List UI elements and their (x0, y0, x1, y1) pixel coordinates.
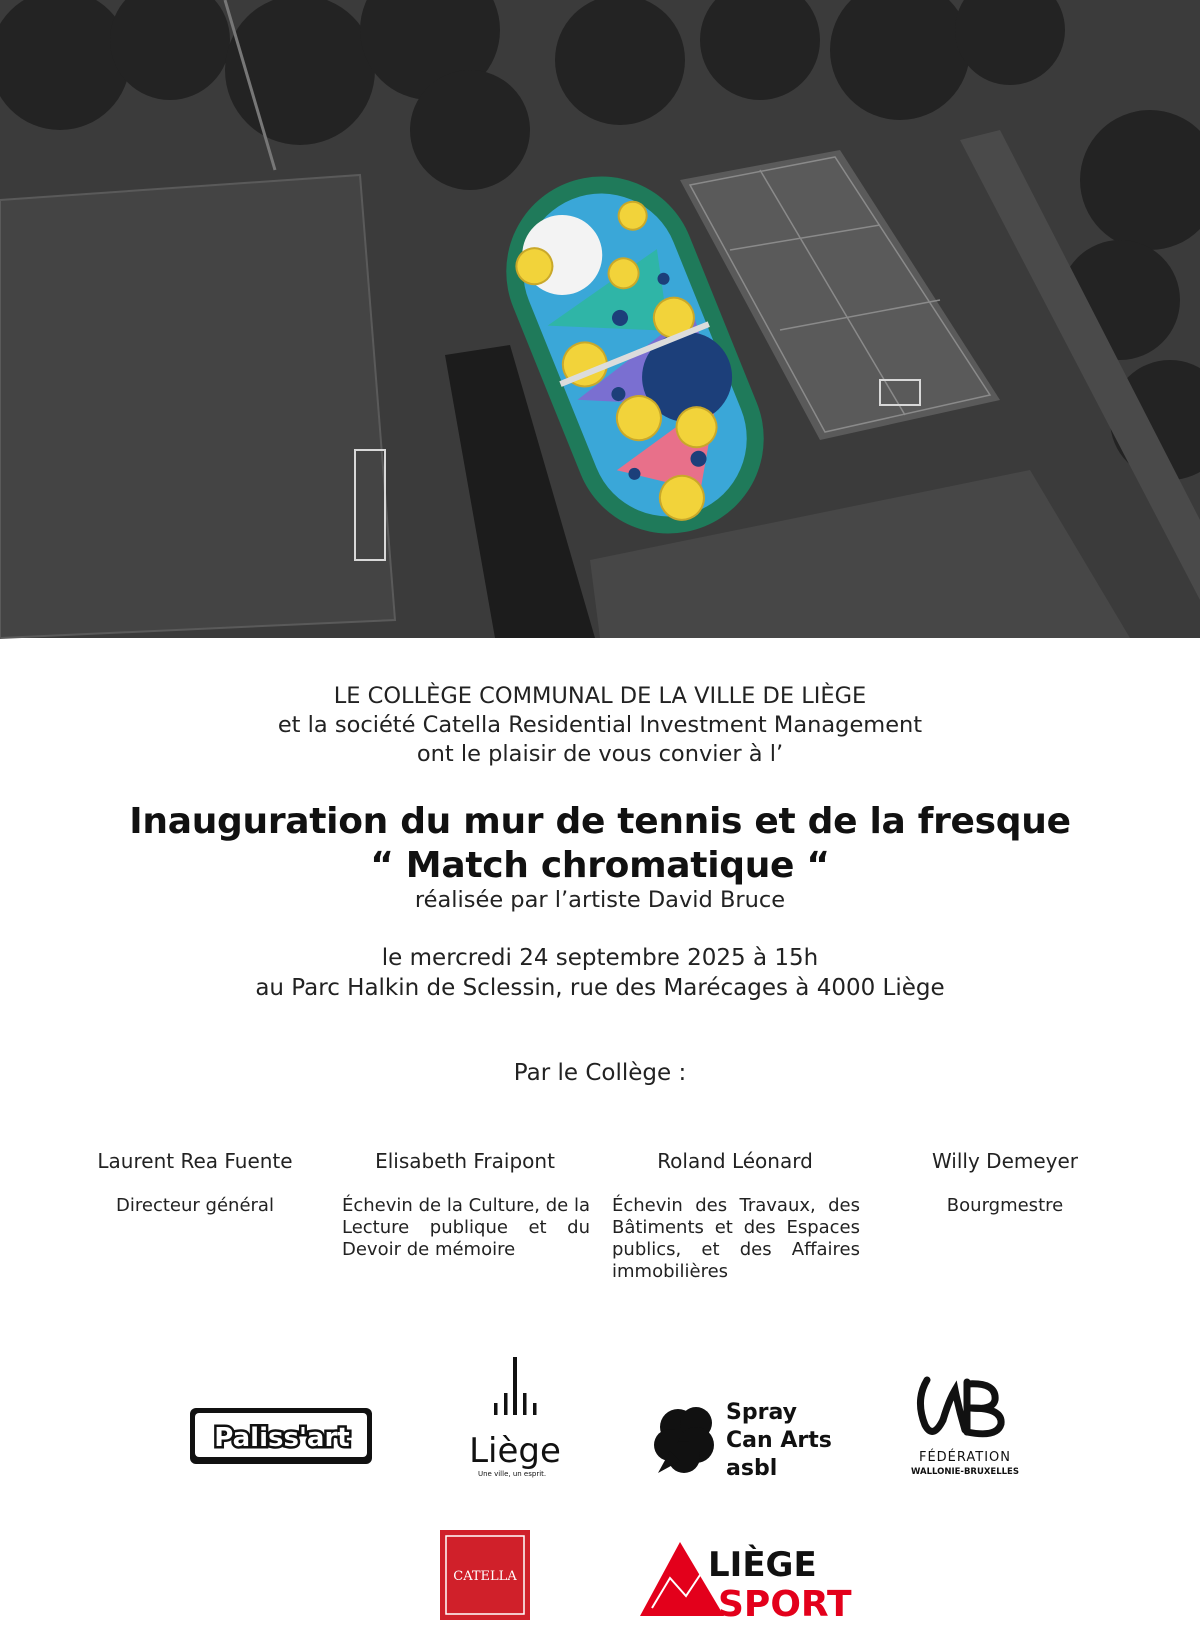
spray-line-2: Can Arts (726, 1428, 832, 1453)
spray-line-1: Spray (726, 1400, 797, 1425)
signer-name-1: Laurent Rea Fuente (97, 1149, 293, 1173)
signer-role-1: Directeur général (116, 1195, 274, 1216)
intro-line-1: LE COLLÈGE COMMUNAL DE LA VILLE DE LIÈGE (333, 683, 867, 709)
event-date: le mercredi 24 septembre 2025 à 15h (381, 945, 819, 971)
event-details (0, 943, 1200, 1003)
liege-city-logo (460, 1355, 570, 1480)
header-photo (0, 0, 1200, 638)
palissart-wordmark: Paliss'art (214, 1423, 350, 1453)
aerial-photo-tennis-court-fresco (0, 0, 1200, 638)
signer-name-2: Elisabeth Fraipont (375, 1149, 555, 1173)
federation-wallonie-bruxelles-logo (905, 1370, 1025, 1480)
signer-name-4: Willy Demeyer (931, 1149, 1079, 1173)
title-line-2: “ Match chromatique “ (370, 845, 830, 886)
intro-line-2: et la société Catella Residential Investment Management (277, 712, 923, 738)
fwb-line-1: FÉDÉRATION (918, 1450, 1012, 1465)
spray-can-arts-logo (648, 1395, 848, 1495)
fwb-line-2: WALLONIE-BRUXELLES (911, 1467, 1019, 1477)
title-line-1: Inauguration du mur de tennis et de la fresque (129, 801, 1071, 842)
palissart-logo (188, 1402, 376, 1470)
liege-sport-line-1: LIÈGE (708, 1545, 817, 1585)
intro-line-3: ont le plaisir de vous convier à l’ (416, 741, 784, 767)
liege-wordmark: Liège (469, 1431, 561, 1471)
liege-sport-logo (640, 1538, 852, 1625)
college-label: Par le Collège : (513, 1060, 687, 1086)
liege-sport-line-2: SPORT (718, 1584, 852, 1625)
signer-role-3: Échevin des Travaux, des Bâtiments et des Espaces publics, et des Affaires immobilières (612, 1195, 860, 1282)
signer-role-2: Échevin de la Culture, de la Lecture publique et du Devoir de mémoire (342, 1195, 590, 1260)
event-title (0, 800, 1200, 888)
catella-logo (440, 1530, 530, 1620)
event-place: au Parc Halkin de Sclessin, rue des Marécages à 4000 Liège (255, 975, 945, 1001)
intro-block (0, 682, 1200, 769)
artist-byline: réalisée par l’artiste David Bruce (414, 887, 786, 913)
signer-role-4: Bourgmestre (946, 1195, 1064, 1216)
catella-wordmark: CATELLA (453, 1569, 517, 1584)
liege-tagline: Une ville, un esprit. (478, 1470, 547, 1478)
wb-monogram-icon (920, 1380, 1001, 1434)
spray-line-3: asbl (726, 1456, 778, 1481)
speech-bubble-icon (654, 1407, 714, 1473)
signer-name-3: Roland Léonard (657, 1149, 813, 1173)
